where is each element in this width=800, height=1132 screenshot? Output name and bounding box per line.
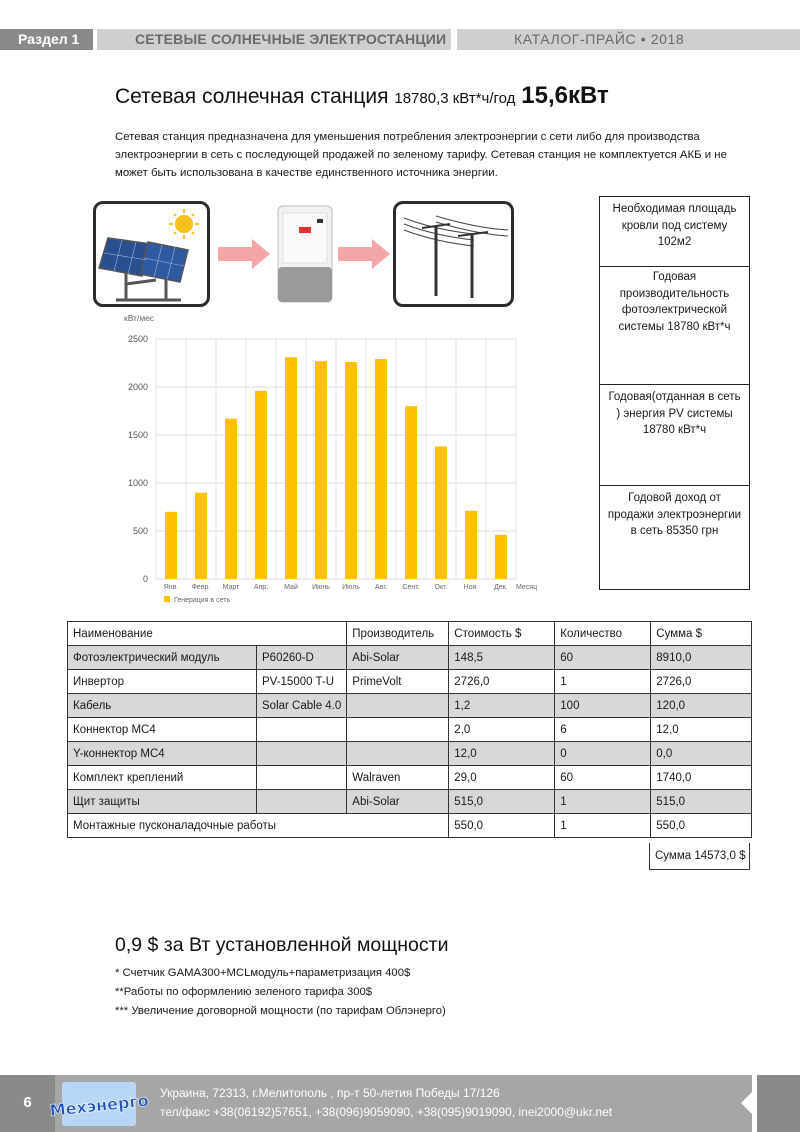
inverter-icon <box>277 205 333 303</box>
bar <box>315 361 327 579</box>
x-tick-label: Февр. <box>191 584 211 591</box>
cell-price: 515,0 <box>449 790 555 814</box>
cell-qty: 6 <box>555 718 651 742</box>
cell-price: 2726,0 <box>449 670 555 694</box>
solar-panel-icon <box>96 204 207 304</box>
page-number: 6 <box>23 1094 32 1111</box>
category-label: СЕТЕВЫЕ СОЛНЕЧНЫЕ ЭЛЕКТРОСТАНЦИИ <box>97 29 451 50</box>
x-tick-label: Ноя. <box>463 584 479 591</box>
cell-price: 12,0 <box>449 742 555 766</box>
bar <box>225 419 237 579</box>
table-row <box>68 646 752 670</box>
cell-name: Инвертор <box>68 670 257 694</box>
cell-sum: 0,0 <box>651 742 752 766</box>
title-yield: 18780,3 кВт*ч/год <box>394 90 516 107</box>
x-tick-label: Сент. <box>402 584 420 591</box>
bar <box>465 511 477 579</box>
table-row <box>68 742 752 766</box>
x-tick-label: Апр. <box>253 584 269 591</box>
cell-maker: Walraven <box>347 766 449 790</box>
total-sum: Сумма 14573,0 $ <box>649 843 750 870</box>
x-tick-label: Июнь <box>312 584 330 591</box>
y-tick-label: 500 <box>132 526 148 536</box>
cell-maker <box>347 742 449 766</box>
table-row <box>68 670 752 694</box>
th-price: Стоимость $ <box>449 622 555 646</box>
cell-model: Solar Cable 4.0 <box>257 694 347 718</box>
bar <box>195 493 207 579</box>
cell-qty: 1 <box>555 814 651 838</box>
bar <box>165 512 177 579</box>
th-maker: Производитель <box>347 622 449 646</box>
page-title <box>115 82 609 110</box>
generation-chart <box>96 308 556 608</box>
cell-price: 2,0 <box>449 718 555 742</box>
cell-qty: 1 <box>555 670 651 694</box>
bar <box>255 391 267 579</box>
power-line-icon <box>396 204 511 304</box>
cell-qty: 0 <box>555 742 651 766</box>
cell-sum: 550,0 <box>651 814 752 838</box>
description: Сетевая станция предназначена для уменьшения потребления электроэнергии с сети либо для производства электроэнергии в сеть с последующей продажей по зеленому тарифу. Сетевая станция не комплектуется АКБ и не может быть использована в качестве единственного источника энергии. <box>115 131 727 179</box>
cell-name: Монтажные пусконаладочные работы <box>68 814 449 838</box>
x-tick-label: Дек. <box>494 584 508 591</box>
cell-model: P60260-D <box>257 646 347 670</box>
x-tick-label: Июль <box>342 584 360 591</box>
bar <box>495 535 507 579</box>
arrow-right-icon <box>218 239 270 269</box>
power-line-frame <box>393 201 514 307</box>
chart-yticks <box>128 334 148 584</box>
table-row <box>68 694 752 718</box>
info-annual-grid-energy: Годовая(отданная в сеть ) энергия PV системы 18780 кВт*ч <box>600 385 749 486</box>
cell-model <box>257 790 347 814</box>
cell-model <box>257 766 347 790</box>
cell-name: Фотоэлектрический модуль <box>68 646 257 670</box>
logo-text: Мехэнерго <box>48 1090 150 1121</box>
price-table <box>67 621 752 838</box>
y-tick-label: 1500 <box>127 430 148 440</box>
y-tick-label: 2000 <box>127 382 148 392</box>
bar <box>375 359 387 579</box>
cell-qty: 60 <box>555 646 651 670</box>
cell-maker: Abi-Solar <box>347 646 449 670</box>
th-qty: Количество <box>555 622 651 646</box>
cell-maker: PrimeVolt <box>347 670 449 694</box>
title-power: 15,6кВт <box>521 82 609 109</box>
x-tick-label: Окт. <box>434 584 448 591</box>
table-row-service <box>68 814 752 838</box>
cell-qty: 100 <box>555 694 651 718</box>
y-tick-label: 1000 <box>127 478 148 488</box>
chart-ylabel: кВт/мес <box>124 313 155 323</box>
company-logo <box>48 1078 150 1130</box>
th-name: Наименование <box>68 622 347 646</box>
cell-sum: 1740,0 <box>651 766 752 790</box>
arrow-right-icon <box>338 239 390 269</box>
note-2: **Работы по оформлению зеленого тарифа 300$ <box>115 986 373 998</box>
footer-right-band <box>757 1075 800 1132</box>
x-tick-label: Март <box>222 584 240 591</box>
cell-maker <box>347 718 449 742</box>
note-1: * Счетчик GAMA300+MCLмодуль+параметризация 400$ <box>115 967 411 979</box>
chart-xlabel: Месяц <box>516 584 538 591</box>
info-annual-income: Годовой доход от продажи электроэнергии в сеть 85350 грн <box>607 492 742 537</box>
cell-name: Комплект креплений <box>68 766 257 790</box>
bar <box>435 447 447 579</box>
cell-maker: Abi-Solar <box>347 790 449 814</box>
cell-name: Щит защиты <box>68 790 257 814</box>
footer-phones: тел/факс +38(06192)57651, +38(096)9059090, +38(095)9019090, inei2000@ukr.net <box>160 1105 613 1119</box>
cell-name: Кабель <box>68 694 257 718</box>
bar <box>345 362 357 579</box>
chart-grid <box>156 339 516 579</box>
x-tick-label: Янв. <box>163 584 179 591</box>
cell-model: PV-15000 T-U <box>257 670 347 694</box>
cell-qty: 1 <box>555 790 651 814</box>
sun-icon <box>169 209 199 239</box>
section-label: Раздел 1 <box>0 29 93 50</box>
page-arrow-icon <box>741 1090 754 1116</box>
cell-name: Коннектор MC4 <box>68 718 257 742</box>
footer-contacts <box>160 1084 612 1122</box>
price-per-watt: 0,9 $ за Вт установленной мощности <box>115 934 449 956</box>
cell-price: 1,2 <box>449 694 555 718</box>
y-tick-label: 0 <box>142 574 148 584</box>
cell-price: 550,0 <box>449 814 555 838</box>
footer-address: Украина, 72313, г.Мелитополь , пр-т 50-летия Победы 17/126 <box>160 1086 500 1100</box>
bar <box>405 406 417 579</box>
notes <box>115 964 446 1021</box>
cell-price: 148,5 <box>449 646 555 670</box>
note-3: *** Увеличение договорной мощности (по тарифам Облэнерго) <box>115 1005 446 1017</box>
legend-swatch <box>164 596 170 602</box>
cell-name: Y-коннектор MC4 <box>68 742 257 766</box>
cell-sum: 515,0 <box>651 790 752 814</box>
y-tick-label: 2500 <box>127 334 148 344</box>
table-row <box>68 766 752 790</box>
info-roof-area: Необходимая площадь кровли под систему 102м2 <box>600 197 749 267</box>
cell-sum: 120,0 <box>651 694 752 718</box>
info-annual-production: Годовая производительность фотоэлектрической системы 18780 кВт*ч <box>600 267 749 385</box>
x-tick-label: Май <box>284 584 298 591</box>
cell-model <box>257 742 347 766</box>
th-sum: Сумма $ <box>651 622 752 646</box>
x-tick-label: Авг. <box>374 584 388 591</box>
cell-qty: 60 <box>555 766 651 790</box>
cell-sum: 8910,0 <box>651 646 752 670</box>
cell-model <box>257 718 347 742</box>
chart-xticks <box>164 583 508 591</box>
cell-price: 29,0 <box>449 766 555 790</box>
cell-sum: 2726,0 <box>651 670 752 694</box>
table-row <box>68 790 752 814</box>
bar <box>285 357 297 579</box>
title-main: Сетевая солнечная станция <box>115 85 389 108</box>
info-column <box>599 196 750 590</box>
catalog-label: КАТАЛОГ-ПРАЙС • 2018 <box>457 29 800 50</box>
solar-panel-frame <box>93 201 210 307</box>
cell-maker <box>347 694 449 718</box>
cell-sum: 12,0 <box>651 718 752 742</box>
table-header-row <box>68 622 752 646</box>
legend-label: Генерация в сеть <box>174 597 231 604</box>
table-row <box>68 718 752 742</box>
